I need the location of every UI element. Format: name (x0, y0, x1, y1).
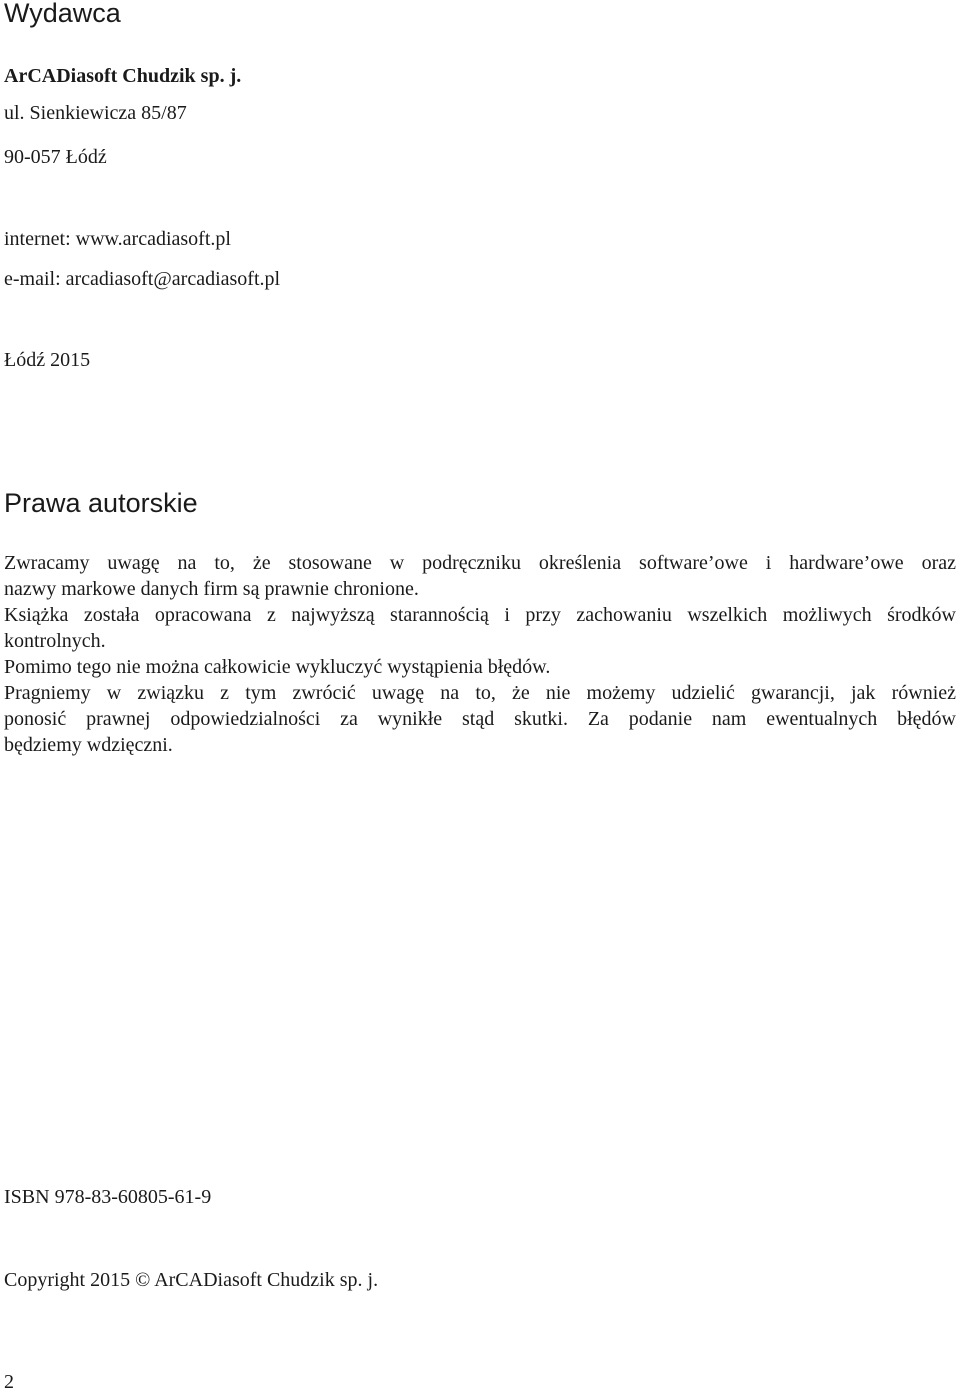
paragraph-line: Książka została opracowana z najwyższą starannością i przy zachowaniu wszelkich możliwych środków (4, 604, 956, 626)
paragraph-line: kontrolnych. (4, 630, 106, 652)
paragraph-line: Zwracamy uwagę na to, że stosowane w podręczniku określenia software’owe i hardware’owe oraz (4, 552, 956, 574)
copyright-line: Copyright 2015 © ArCADiasoft Chudzik sp. j. (4, 1269, 379, 1291)
publisher-email: e-mail: arcadiasoft@arcadiasoft.pl (4, 268, 281, 290)
publisher-heading: Wydawca (4, 0, 121, 28)
publisher-internet: internet: www.arcadiasoft.pl (4, 228, 231, 250)
copyright-heading: Prawa autorskie (4, 488, 198, 518)
publisher-city: 90-057 Łódź (4, 146, 107, 168)
publisher-company: ArCADiasoft Chudzik sp. j. (4, 65, 242, 87)
paragraph-line: będziemy wdzięczni. (4, 734, 173, 756)
publisher-street: ul. Sienkiewicza 85/87 (4, 102, 187, 124)
paragraph-line: Pragniemy w związku z tym zwrócić uwagę na to, że nie możemy udzielić gwarancji, jak również (4, 682, 956, 704)
paragraph-line: ponosić prawnej odpowiedzialności za wynikłe stąd skutki. Za podanie nam ewentualnych błędów (4, 708, 956, 730)
isbn: ISBN 978-83-60805-61-9 (4, 1186, 212, 1208)
place-year: Łódź 2015 (4, 349, 91, 371)
page-number: 2 (4, 1371, 14, 1393)
paragraph-errors: Pomimo tego nie można całkowicie wykluczyć wystąpienia błędów. (4, 656, 551, 678)
paragraph-line: nazwy markowe danych firm są prawnie chronione. (4, 578, 419, 600)
